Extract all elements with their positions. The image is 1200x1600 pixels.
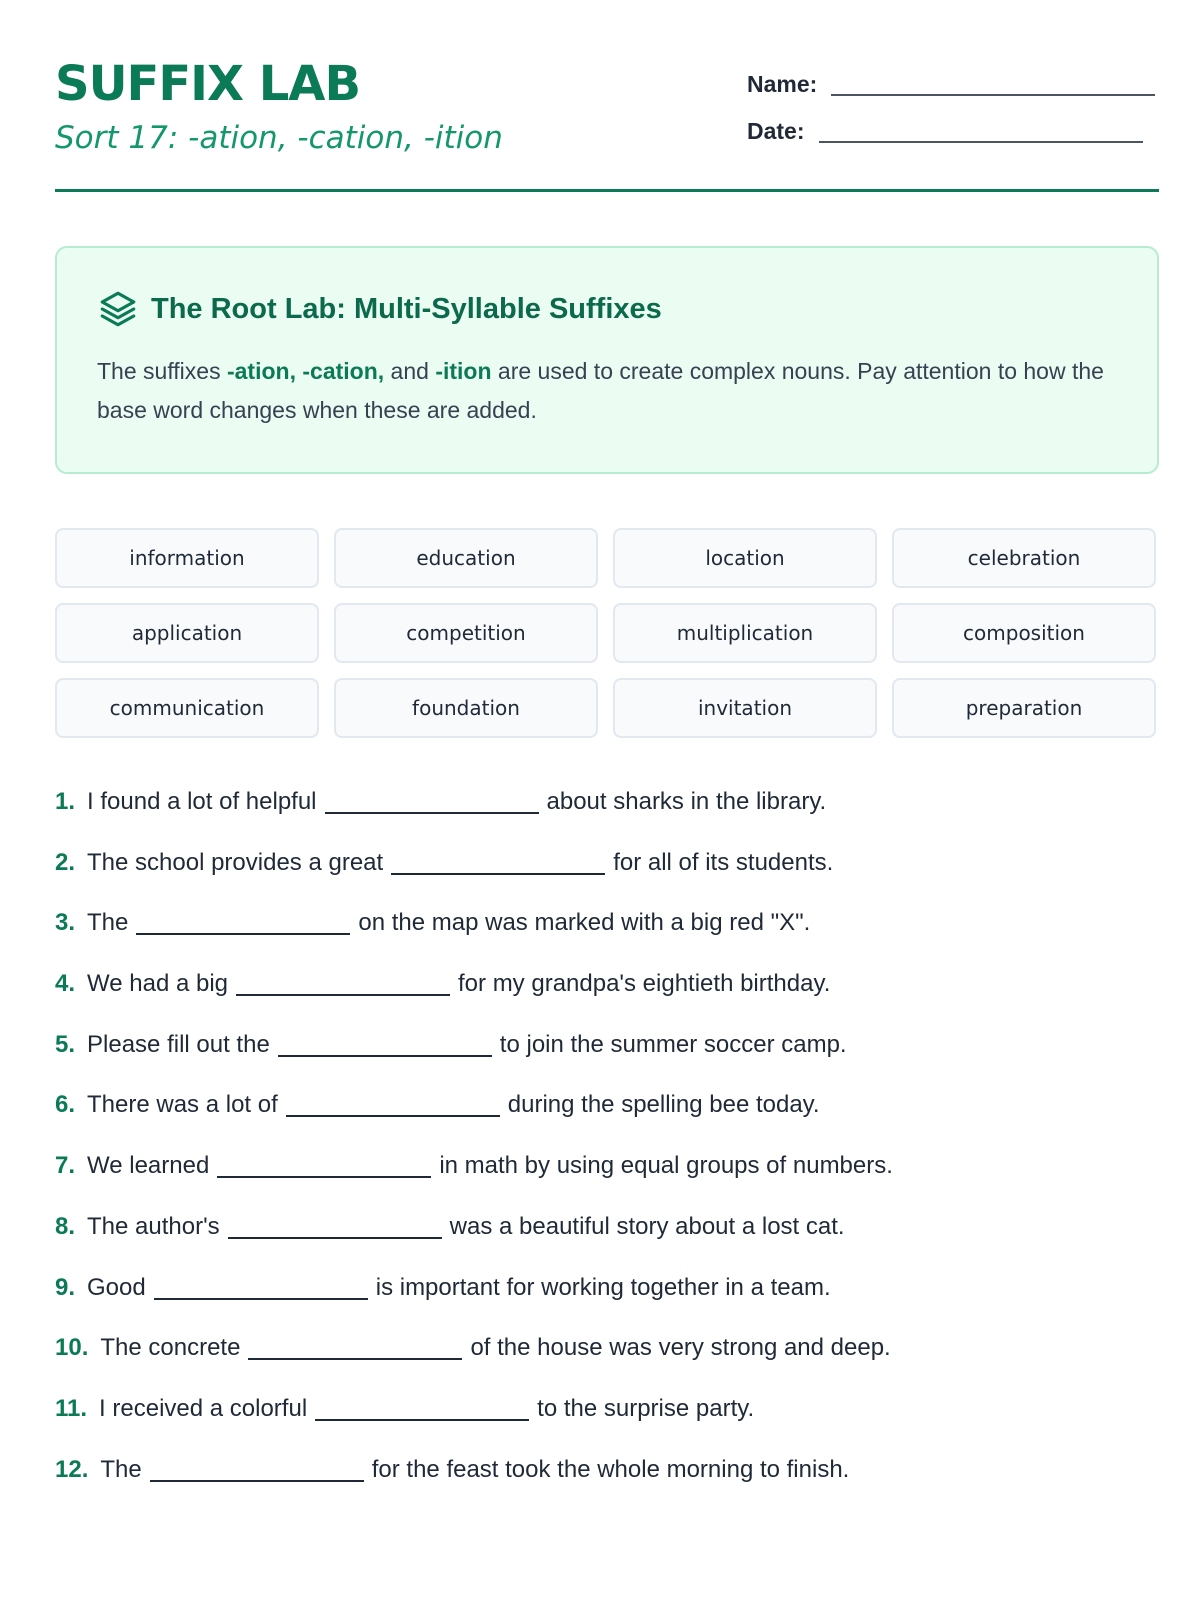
sentence-text-before: There was a lot of [87, 1091, 278, 1119]
sentence-item [55, 1089, 893, 1150]
answer-blank[interactable] [325, 786, 539, 814]
word-chip: celebration [892, 528, 1156, 588]
date-line[interactable] [819, 141, 1143, 143]
answer-blank[interactable] [136, 907, 350, 935]
info-text-part: are used to create complex nouns. Pay attention to how the base word changes when these are added. [97, 358, 1104, 423]
sentence-text-before: We learned [87, 1152, 210, 1180]
sentence-text-before: Good [87, 1273, 146, 1301]
info-title: The Root Lab: Multi-Syllable Suffixes [151, 292, 662, 325]
sentence-item [55, 968, 893, 1029]
sentence-item [55, 1150, 893, 1211]
word-chip: education [334, 528, 598, 588]
sentence-number: 5. [55, 1030, 76, 1058]
worksheet-header [55, 0, 1159, 192]
sentence-item [55, 786, 893, 847]
answer-blank[interactable] [278, 1029, 492, 1057]
sentence-number: 12. [55, 1455, 89, 1483]
sentence-item [55, 1029, 893, 1090]
sentence-text-after: of the house was very strong and deep. [470, 1334, 891, 1362]
info-text-part: The suffixes [97, 358, 227, 384]
sentence-number: 3. [55, 909, 76, 937]
sentence-number: 2. [55, 848, 76, 876]
sentence-item [55, 1272, 893, 1333]
sentence-number: 1. [55, 788, 76, 815]
sentence-item [55, 1332, 893, 1393]
sentence-number: 9. [55, 1273, 76, 1301]
date-field [747, 117, 1143, 145]
worksheet-page [55, 0, 1159, 1483]
name-line[interactable] [831, 94, 1155, 96]
info-heading [97, 288, 1117, 330]
sentence-text-before: The school provides a great [87, 848, 384, 876]
word-chip: location [613, 528, 877, 588]
answer-blank[interactable] [248, 1332, 462, 1360]
word-chip: information [55, 528, 319, 588]
answer-blank[interactable] [228, 1211, 442, 1239]
word-chip: preparation [892, 678, 1156, 738]
sentence-number: 4. [55, 970, 76, 998]
answer-blank[interactable] [217, 1150, 431, 1178]
sentence-text-after: for all of its students. [613, 848, 834, 876]
sentence-number: 8. [55, 1212, 76, 1240]
sentence-text-before: The author's [87, 1212, 220, 1240]
sentence-number: 11. [55, 1394, 88, 1422]
date-label: Date: [747, 118, 805, 144]
sentence-text-after: to the surprise party. [537, 1394, 755, 1422]
sentence-text-after: is important for working together in a team. [375, 1273, 831, 1301]
sentence-text-before: The [87, 909, 129, 937]
answer-blank[interactable] [236, 968, 450, 996]
sentence-number: 7. [55, 1152, 76, 1180]
word-chip: competition [334, 603, 598, 663]
sentence-number: 6. [55, 1091, 76, 1119]
sentence-text-after: during the spelling bee today. [507, 1091, 820, 1119]
name-field [747, 70, 1155, 98]
word-bank [55, 528, 1159, 738]
suffix-highlight: -ation, -cation, [226, 358, 385, 384]
sentence-item [55, 1393, 893, 1454]
info-text-part: and [384, 358, 436, 384]
word-chip: invitation [613, 678, 877, 738]
info-text [97, 352, 1107, 430]
sentence-text-before: The concrete [100, 1334, 241, 1362]
sentence-text-after: for my grandpa's eightieth birthday. [458, 970, 831, 998]
info-box [55, 246, 1159, 474]
sentence-text-after: to join the summer soccer camp. [499, 1030, 847, 1058]
word-chip: composition [892, 603, 1156, 663]
sentence-item [55, 907, 893, 968]
word-chip: foundation [334, 678, 598, 738]
page-subtitle: Sort 17: -ation, -cation, -ition [55, 120, 503, 156]
answer-blank[interactable] [315, 1393, 529, 1421]
sentence-number: 10. [55, 1334, 89, 1362]
suffix-highlight: -ition [435, 358, 492, 384]
sentence-text-after: in math by using equal groups of numbers. [439, 1152, 893, 1180]
sentence-text-after: for the feast took the whole morning to finish. [371, 1455, 850, 1483]
sentence-text-after: on the map was marked with a big red "X". [358, 909, 811, 937]
sentence-item [55, 1211, 893, 1272]
word-chip: application [55, 603, 319, 663]
sentence-text-before: I received a colorful [99, 1394, 308, 1422]
sentence-text-before: I found a lot of helpful [87, 788, 317, 815]
answer-blank[interactable] [150, 1454, 364, 1482]
sentence-text-after: about sharks in the library. [546, 788, 827, 815]
word-chip: communication [55, 678, 319, 738]
name-label: Name: [747, 71, 818, 97]
sentence-text-before: Please fill out the [87, 1030, 270, 1058]
page-title: SUFFIX LAB [55, 56, 361, 112]
layers-icon [97, 288, 139, 330]
answer-blank[interactable] [286, 1089, 500, 1117]
sentence-text-before: We had a big [87, 970, 229, 998]
sentence-item [55, 1454, 893, 1515]
answer-blank[interactable] [391, 847, 605, 875]
sentence-list [55, 786, 893, 1514]
sentence-text-after: was a beautiful story about a lost cat. [449, 1212, 845, 1240]
word-chip: multiplication [613, 603, 877, 663]
sentence-text-before: The [100, 1455, 142, 1483]
answer-blank[interactable] [154, 1272, 368, 1300]
sentence-item [55, 847, 893, 908]
